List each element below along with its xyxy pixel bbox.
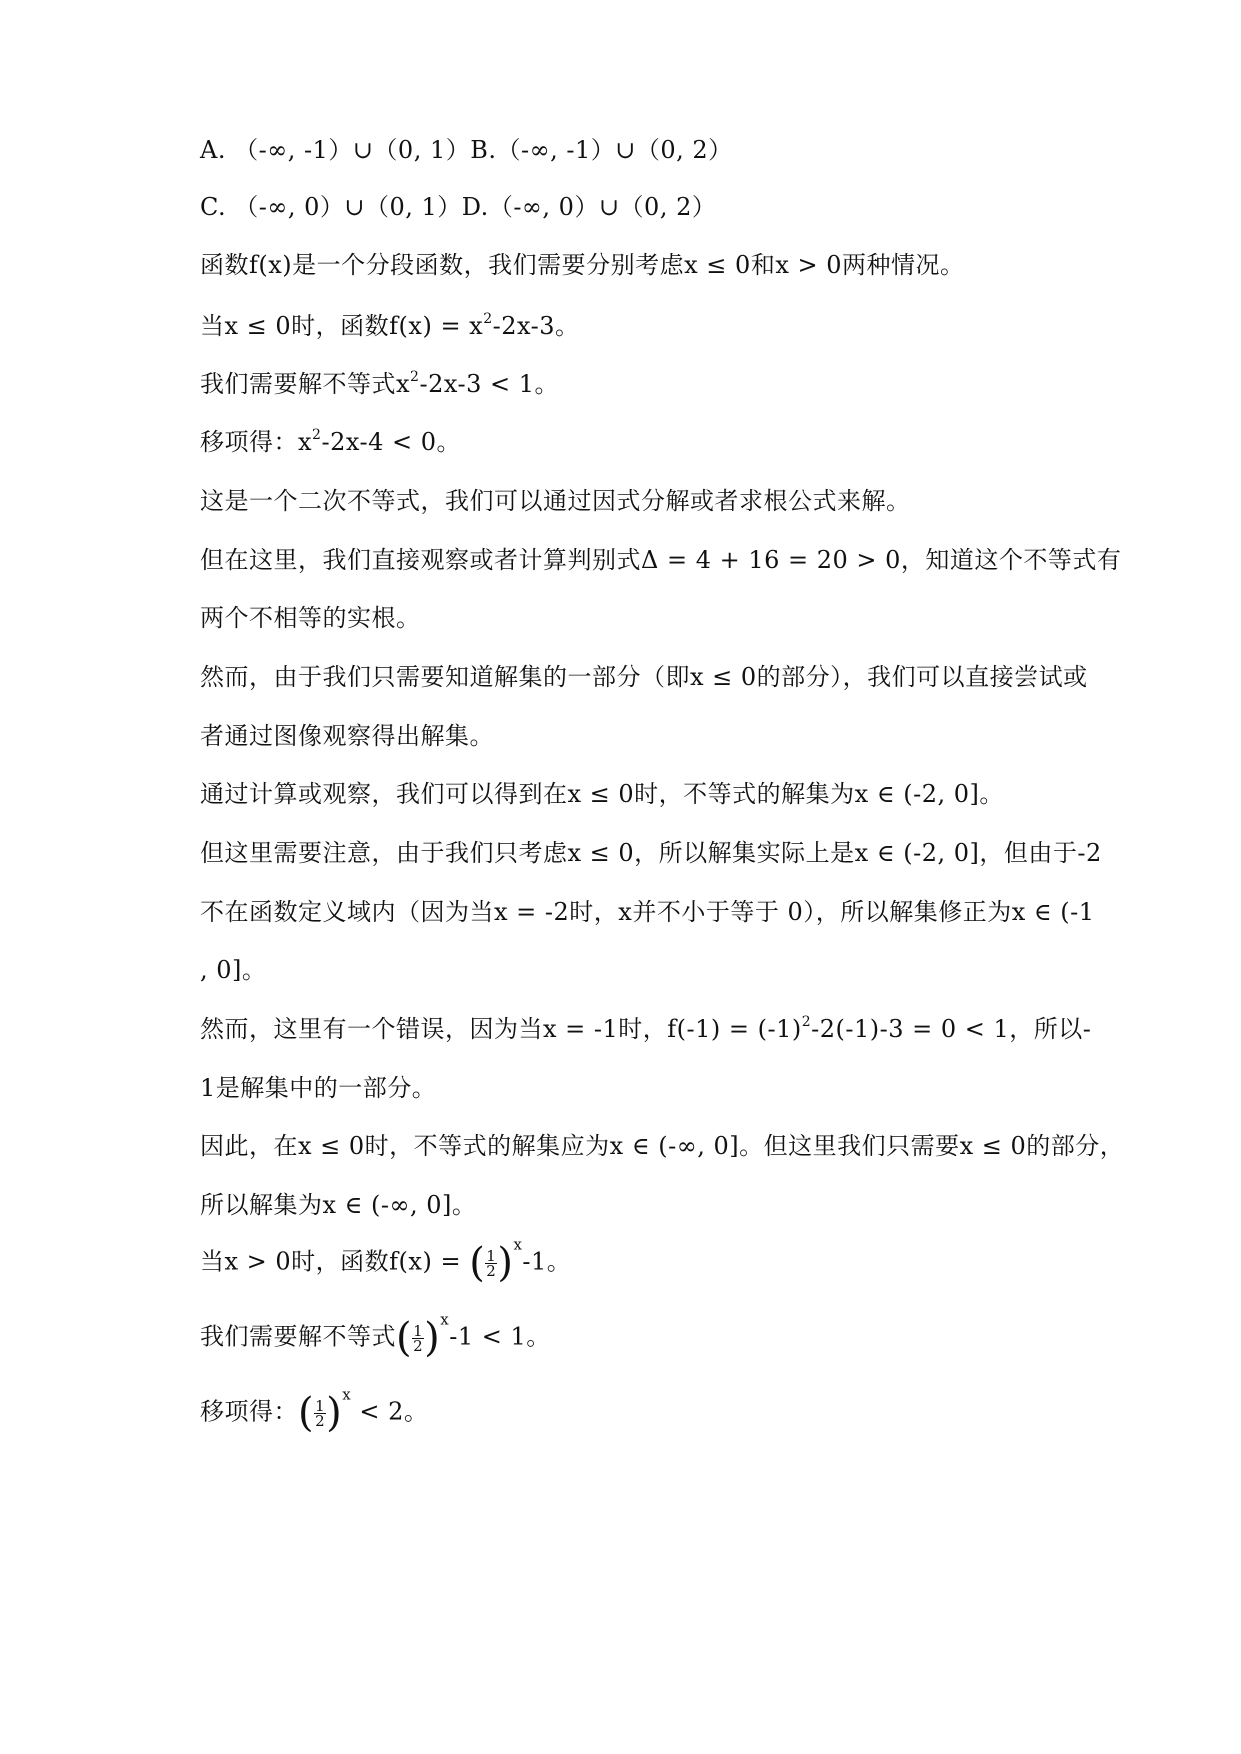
paragraph-discriminant: 但在这里，我们直接观察或者计算判别式Δ = 4 + 16 = 20 > 0，知道这个不等式有 <box>200 546 1122 574</box>
text: -1 < 1。 <box>449 1322 551 1351</box>
text: 移项得： <box>200 1397 298 1426</box>
fraction <box>314 1396 326 1430</box>
left-paren: ( <box>469 1240 486 1286</box>
left-paren: ( <box>396 1315 413 1361</box>
text: -2x-3 < 1。 <box>419 370 559 398</box>
exponent: 2 <box>483 311 493 327</box>
numerator: 1 <box>315 1396 326 1415</box>
paragraph-exp-rearrange <box>200 1385 429 1436</box>
answer-options-cd: C. （-∞, 0）∪（0, 1）D.（-∞, 0）∪（0, 2） <box>200 193 717 221</box>
text: 移项得：x <box>200 428 313 456</box>
exponent: x <box>513 1235 523 1254</box>
text: -2(-1)-3 = 0 < 1，所以- <box>811 1015 1092 1043</box>
left-paren: ( <box>298 1390 315 1436</box>
paragraph-inequality <box>200 369 559 399</box>
exponent: 2 <box>410 369 420 385</box>
paragraph-partial-solution-cont: 者通过图像观察得出解集。 <box>200 722 494 750</box>
text: 我们需要解不等式x <box>200 370 411 398</box>
text: -2x-4 < 0。 <box>321 428 461 456</box>
paragraph-case-nonpositive <box>200 311 580 341</box>
paragraph-correction-cont: 不在函数定义域内（因为当x = -2时，x并不小于等于 0），所以解集修正为x ∈ (-1 <box>200 898 1095 926</box>
paragraph-conclusion-cont: 所以解集为x ∈ (-∞, 0]。 <box>200 1191 477 1219</box>
right-paren: ) <box>424 1315 441 1361</box>
numerator: 1 <box>486 1246 497 1265</box>
paragraph-conclusion: 因此，在x ≤ 0时，不等式的解集应为x ∈ (-∞, 0]。但这里我们只需要x ≤ 0的部分， <box>200 1132 1125 1160</box>
paragraph-case-positive <box>200 1235 572 1286</box>
denominator: 2 <box>486 1261 497 1280</box>
denominator: 2 <box>315 1411 326 1430</box>
exponent: x <box>440 1310 450 1329</box>
right-paren: ) <box>326 1390 343 1436</box>
numerator: 1 <box>413 1321 424 1340</box>
fraction <box>412 1321 424 1355</box>
text: 然而，这里有一个错误，因为当x = -1时，f(-1) = (-1) <box>200 1015 802 1043</box>
paragraph-quadratic: 这是一个二次不等式，我们可以通过因式分解或者求根公式来解。 <box>200 487 911 515</box>
paragraph-partial-solution: 然而，由于我们只需要知道解集的一部分（即x ≤ 0的部分），我们可以直接尝试或 <box>200 663 1088 691</box>
text: -1。 <box>522 1247 572 1276</box>
paragraph-rearrange <box>200 427 461 457</box>
paragraph-exp-inequality <box>200 1310 551 1361</box>
denominator: 2 <box>413 1336 424 1355</box>
fraction <box>485 1246 497 1280</box>
paragraph-correction-end: , 0]。 <box>200 956 267 984</box>
text: < 2。 <box>351 1397 429 1426</box>
paragraph-intro: 函数f(x)是一个分段函数，我们需要分别考虑x ≤ 0和x > 0两种情况。 <box>200 251 965 279</box>
paragraph-discriminant-cont: 两个不相等的实根。 <box>200 604 421 632</box>
paragraph-error <box>200 1014 1091 1044</box>
exponent: 2 <box>312 427 322 443</box>
right-paren: ) <box>497 1240 514 1286</box>
paragraph-error-cont: 1是解集中的一部分。 <box>200 1074 437 1102</box>
answer-options-ab: A. （-∞, -1）∪（0, 1）B.（-∞, -1）∪（0, 2） <box>200 136 733 164</box>
half-power-x <box>469 1235 523 1286</box>
exponent: 2 <box>801 1014 812 1030</box>
text: 我们需要解不等式 <box>200 1322 396 1351</box>
paragraph-correction: 但这里需要注意，由于我们只考虑x ≤ 0，所以解集实际上是x ∈ (-2, 0]，但由于-2 <box>200 839 1102 867</box>
paragraph-solution-set: 通过计算或观察，我们可以得到在x ≤ 0时，不等式的解集为x ∈ (-2, 0]。 <box>200 780 1004 808</box>
half-power-x <box>396 1310 450 1361</box>
text: 当x > 0时，函数f(x) = <box>200 1247 470 1276</box>
text: -2x-3。 <box>492 312 580 340</box>
text: 当x ≤ 0时，函数f(x) = x <box>200 312 484 340</box>
half-power-x <box>298 1385 352 1436</box>
exponent: x <box>342 1385 352 1404</box>
